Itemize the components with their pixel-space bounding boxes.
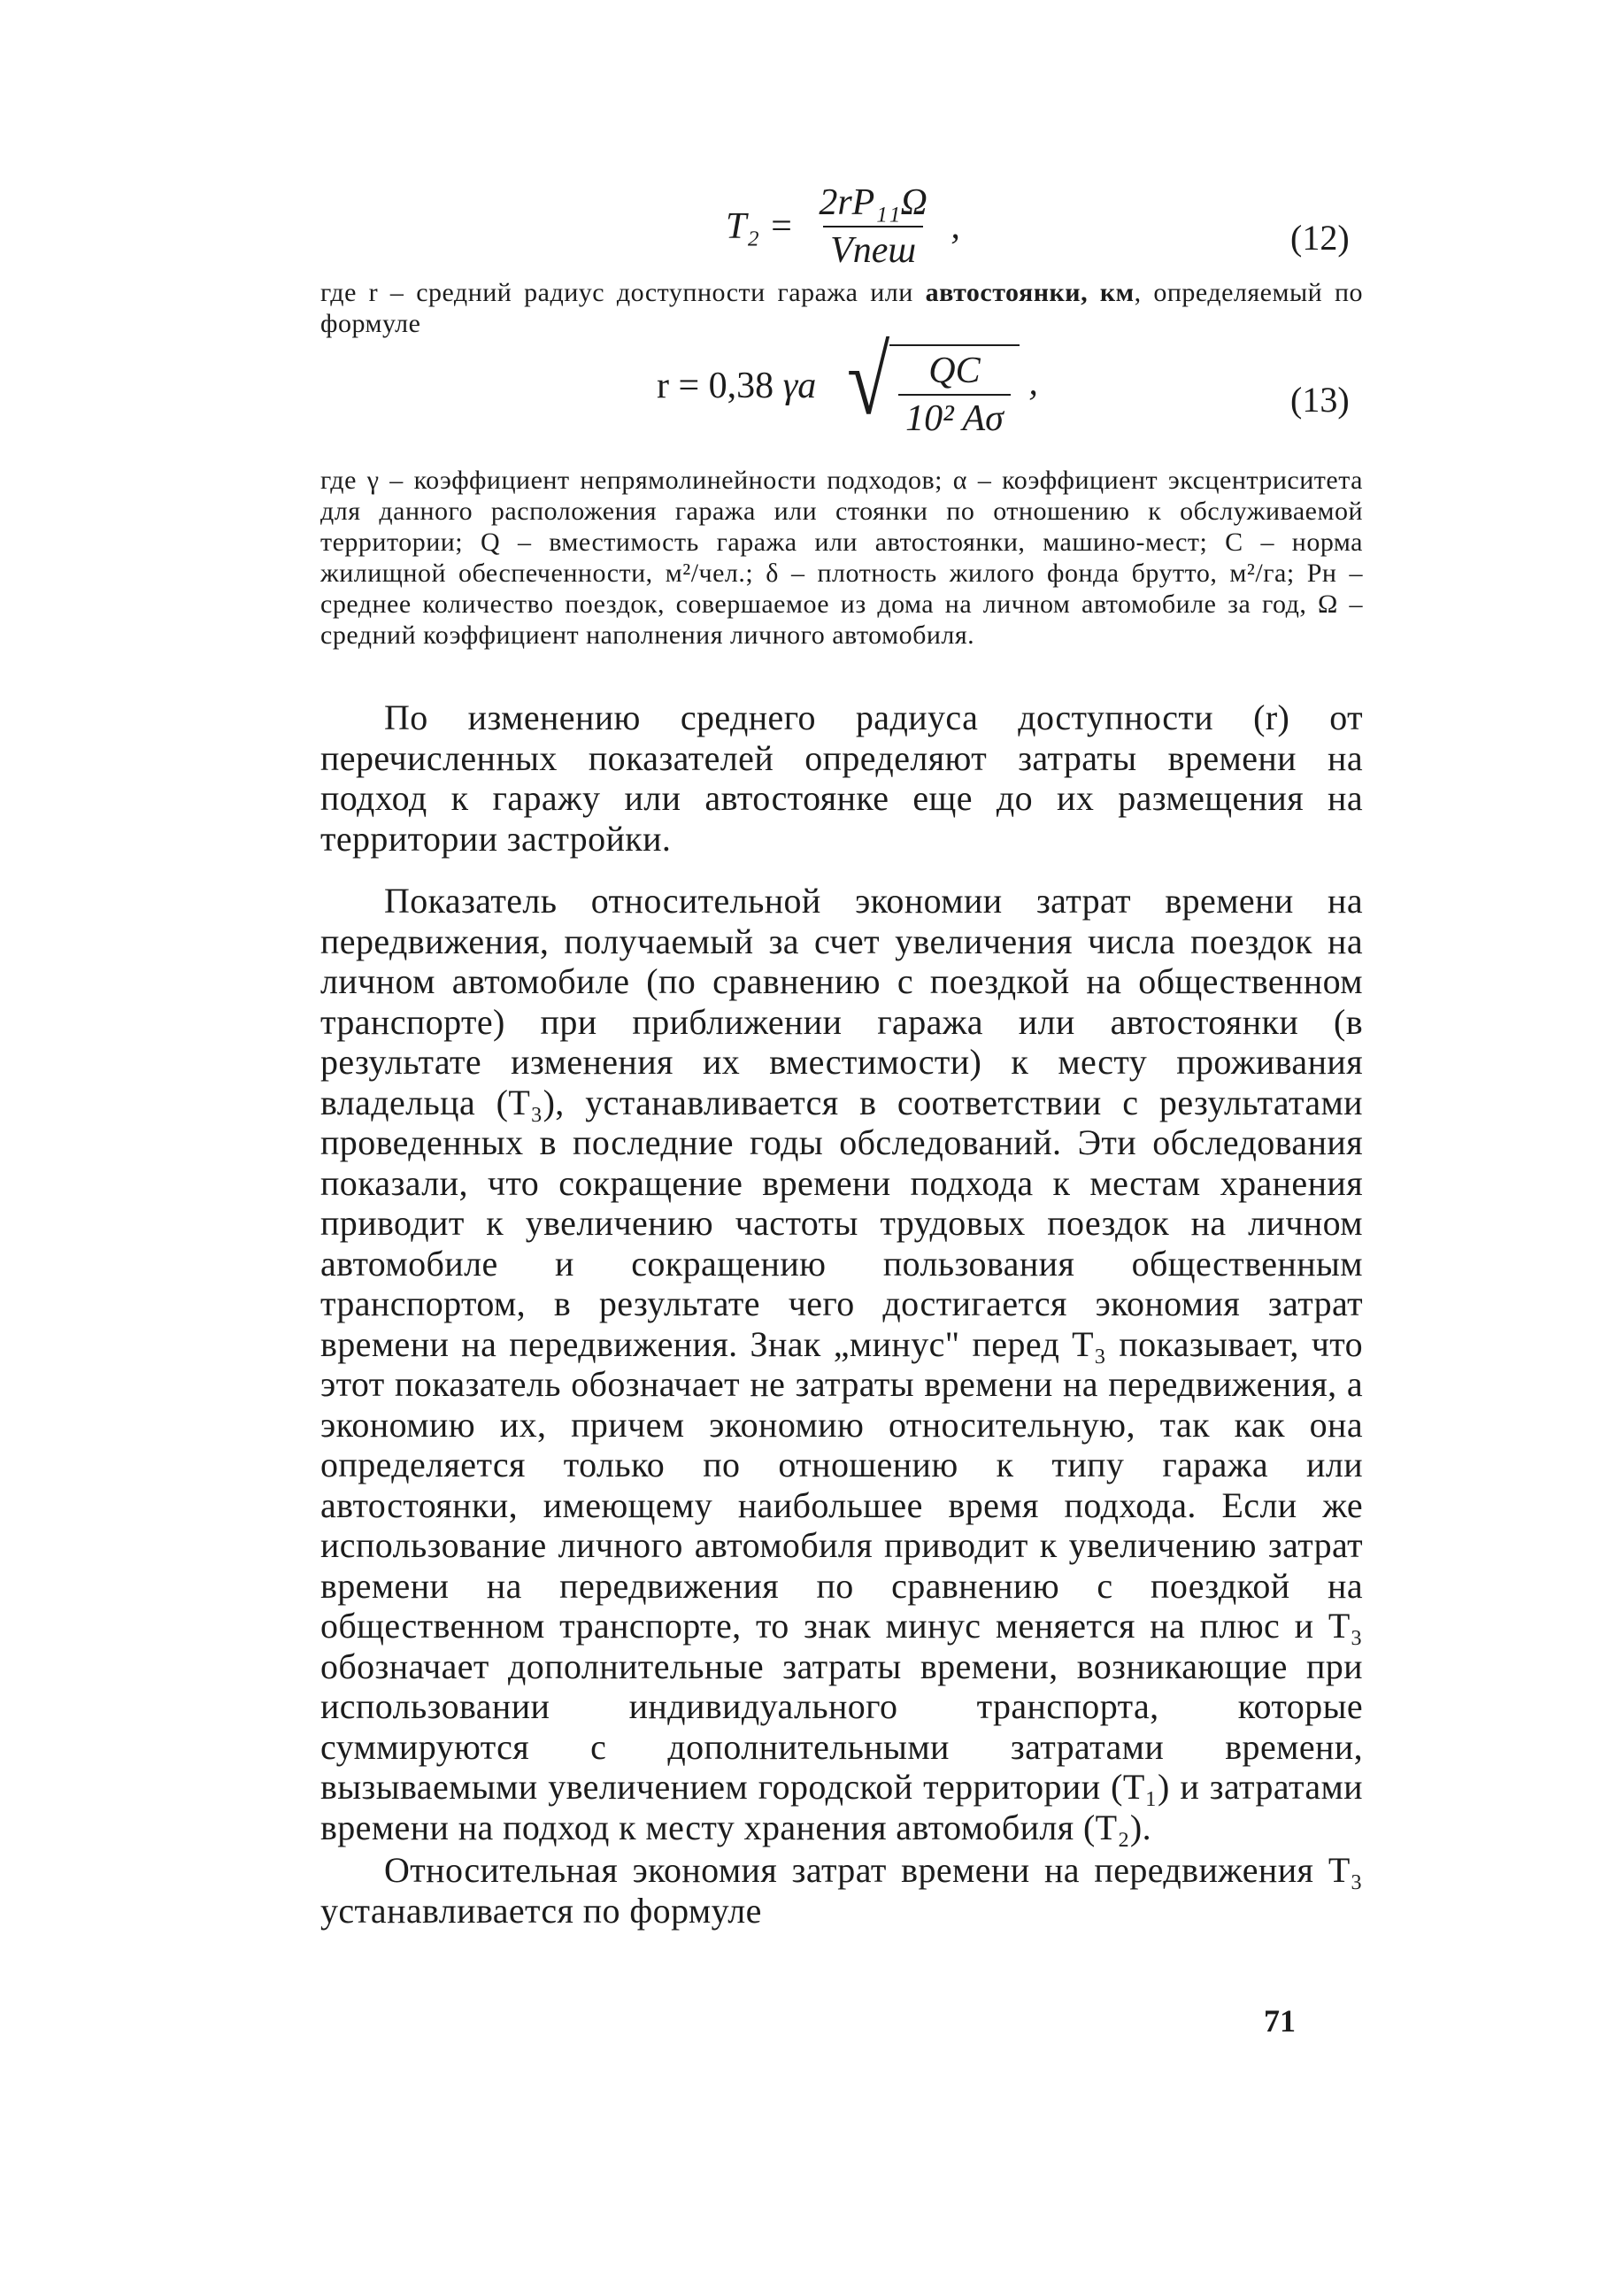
formula-12-fraction xyxy=(812,181,935,272)
page-number: 71 xyxy=(1264,2003,1296,2039)
formula-13-lhs xyxy=(657,365,816,407)
formula-13-lhs-italic: γa xyxy=(782,366,817,406)
formula-12-numerator: 2rP₁₁Ω xyxy=(819,182,927,223)
formula-12-denominator: Vпеш xyxy=(823,226,923,272)
formula-13-comma: , xyxy=(1028,362,1038,404)
formula-12-comma: , xyxy=(951,206,960,247)
square-root xyxy=(842,327,1020,440)
formula-13-numerator: QC xyxy=(928,351,981,391)
where-r-bold: автостоянки, км xyxy=(925,278,1135,307)
formula-13 xyxy=(657,327,1038,456)
formula-12-explanation xyxy=(320,277,1363,339)
formula-12 xyxy=(726,181,960,288)
formula-13-lhs-text: r = 0,38 xyxy=(657,366,783,406)
paragraph-1: По изменению среднего радиуса доступности (r) от перечисленных показателей определяют затраты времени на подход к гаражу или автостоянке еще до их размещения на территории застройки. xyxy=(320,698,1363,859)
formula-13-number: (13) xyxy=(1290,380,1350,420)
where-r-lead: где r – средний радиус доступности гаража или xyxy=(320,278,926,307)
paragraph-2: Показатель относительной экономии затрат времени на передвижения, получаемый за счет увеличения числа поездок на личном автомобиле (по сравнению с поездкой на общественном транспорте) при приближении гаража или автостоянки (в результате изменения их вместимости) к месту проживания владельца (T₃), устанавливается в соответствии с результатами проведенных в последние годы обследований. Эти обследования показали, что сокращение времени подхода к местам хранения приводит к увеличению частоты трудовых поездок на личном автомобиле и сокращению пользования общественным транспортом, в результате чего достигается экономия затрат времени на передвижения. Знак „минус" перед T₃ показывает, что этот показатель обозначает не затраты времени на передвижения, а экономию их, причем экономию относительную, так как она определяется только по отношению к типу гаража или автостоянки, имеющему наибольшее время подхода. Если же использование личного автомобиля приводит к увеличению затрат времени на передвижения по сравнению с поездкой на общественном транспорте, то знак минус меняется на плюс и T₃ обозначает дополнительные затраты времени, возникающие при использовании индивидуального транспорта, которые суммируются с дополнительными затратами времени, вызываемыми увеличением городской территории (T₁) и затратами времени на подход к месту хранения автомобиля (T₂). xyxy=(320,881,1363,1847)
where-r-tail: , определяемый по формуле xyxy=(320,278,1364,338)
formula-13-fraction xyxy=(898,350,1011,440)
formula-13-denominator: 10² Aσ xyxy=(898,394,1011,440)
paragraph-3: Относительная экономия затрат времени на передвижения T₃ устанавливается по формуле xyxy=(320,1850,1363,1931)
formula-12-number: (12) xyxy=(1290,218,1350,258)
formula-legend: где γ – коэффициент непрямолинейности подходов; α – коэффициент эксцентриситета для данного расположения гаража или стоянки по отношению к обслуживаемой территории; Q – вместимость гаража или автостоянки, машино-мест; C – норма жилищной обеспеченности, м²/чел.; δ – плотность жилого фонда брутто, м²/га; Pн – среднее количество поездок, совершаемое из дома на личном автомобиле за год, Ω – средний коэффициент наполнения личного автомобиля. xyxy=(320,466,1363,650)
formula-12-lhs: T₂ = xyxy=(726,206,794,247)
radical-sign-icon: √ xyxy=(846,327,890,435)
radicand xyxy=(889,344,1020,440)
